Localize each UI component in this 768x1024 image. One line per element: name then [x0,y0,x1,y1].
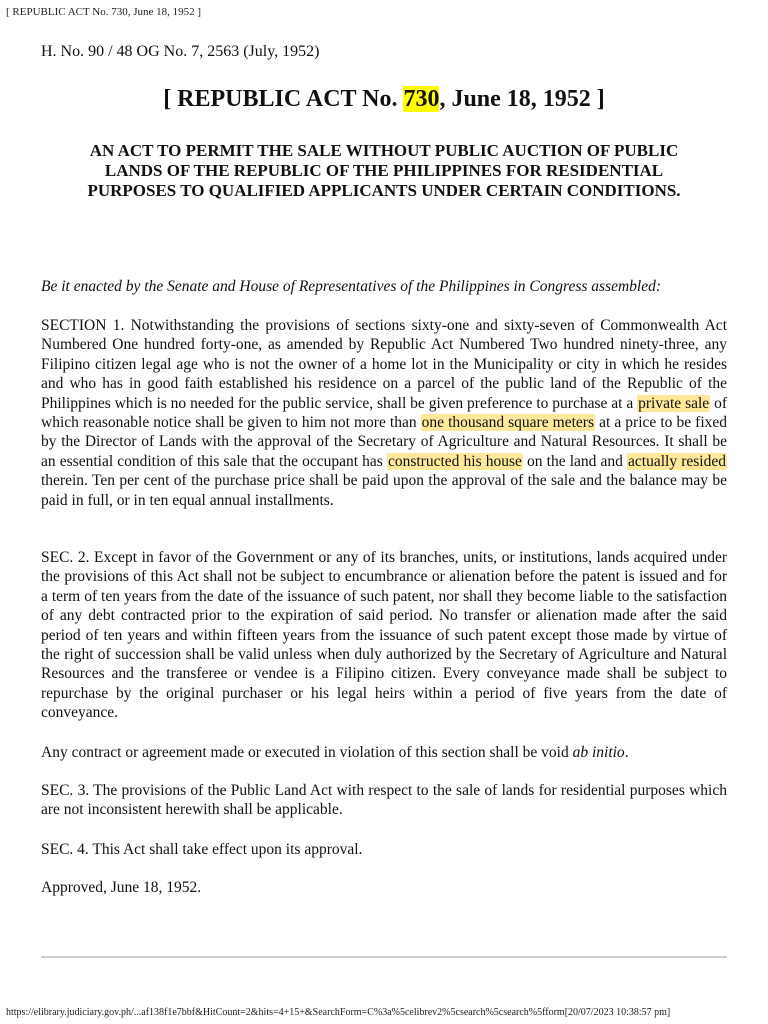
void-clause [41,743,727,762]
section-1-text: of which reasonable notice shall be given to him not more than [41,394,728,432]
highlight-actually-resided: actually resided [628,452,726,470]
print-header: [ REPUBLIC ACT No. 730, June 18, 1952 ] [6,6,202,18]
void-clause-latin: ab initio [572,744,625,761]
void-clause-text: Any contract or agreement made or executed in violation of this section shall be void [41,744,573,761]
title-suffix: , June 18, 1952 ] [439,86,605,112]
title-number-highlight: 730 [403,86,440,112]
section-2: SEC. 2. Except in favor of the Government or any of its branches, units, or institutions, lands acquired under the provisions of this Act shall not be subject to encumbrance or alienation before the patent is issued and for a term of ten years from the date of the issuance of such patent, nor shall they become liable to the satisfaction of any debt contracted prior to the expiration of said period. No transfer or alienation made after the said period of ten years and within fifteen years from the issuance of such patent except those made by virtue of the right of succession shall be valid unless when duly authorized by the Secretary of Agriculture and Natural Resources and the transferee or vendee is a Filipino citizen. Every conveyance made shall be subject to repurchase by the original purchaser or his legal heirs within a period of five years from the date of conveyance. [41,549,727,722]
act-subtitle: AN ACT TO PERMIT THE SALE WITHOUT PUBLIC AUCTION OF PUBLIC LANDS OF THE REPUBLIC OF THE PHILIPPINES FOR RESIDENTIAL PURPOSES TO QUALIFIED APPLICANTS UNDER CERTAIN CONDITIONS. [87,141,681,200]
section-3: SEC. 3. The provisions of the Public Land Act with respect to the sale of lands for residential purposes which are not inconsistent herewith shall be applicable. [41,782,727,819]
approval-date: Approved, June 18, 1952. [41,879,202,896]
void-clause-end: . [624,744,629,761]
footer-divider [41,956,727,958]
print-footer-url: https://elibrary.judiciary.gov.ph/...af138f1e7bbf&HitCount=2&hits=4+15+&SearchForm=C%3a%5celibrev2%5csearch%5csearch%5fform[20/07/2023 10:38:57 pm] [6,1007,671,1018]
section-1 [41,316,727,510]
title-prefix: [ REPUBLIC ACT No. [163,86,404,112]
section-1-text: at a price to be fixed by the Director of Lands with the approval of the Secretary of Agriculture and Natural Resources. It shall be an essential condition of this sale that the occupant has [41,414,728,470]
section-4: SEC. 4. This Act shall take effect upon its approval. [41,841,363,858]
highlight-constructed-house: constructed his house [387,452,522,470]
act-title [0,86,768,113]
section-1-text: therein. Ten per cent of the purchase price shall be paid upon the approval of the sale and the balance may be paid in full, or in ten equal annual installments. [41,472,727,509]
highlight-private-sale: private sale [638,394,710,412]
section-1-text: on the land and [522,452,628,470]
section-1-text: SECTION 1. Notwithstanding the provisions of sections sixty-one and sixty-seven of Commonwealth Act Numbered One hundred forty-one, as amended by Republic Act Numbered Two hundred ninety-three, any Filipino citizen legal age who is not the owner of a home lot in the Municipality or city in which he resides and who has in good faith established his residence on a parcel of the public land of the Republic of the Philippines which is no needed for the public service, shall be given preference to purchase at a [41,317,727,412]
enacting-clause: Be it enacted by the Senate and House of Representatives of the Philippines in Congress assembled: [41,278,662,295]
highlight-area: one thousand square meters [421,414,594,432]
document-reference: H. No. 90 / 48 OG No. 7, 2563 (July, 1952) [41,43,320,60]
